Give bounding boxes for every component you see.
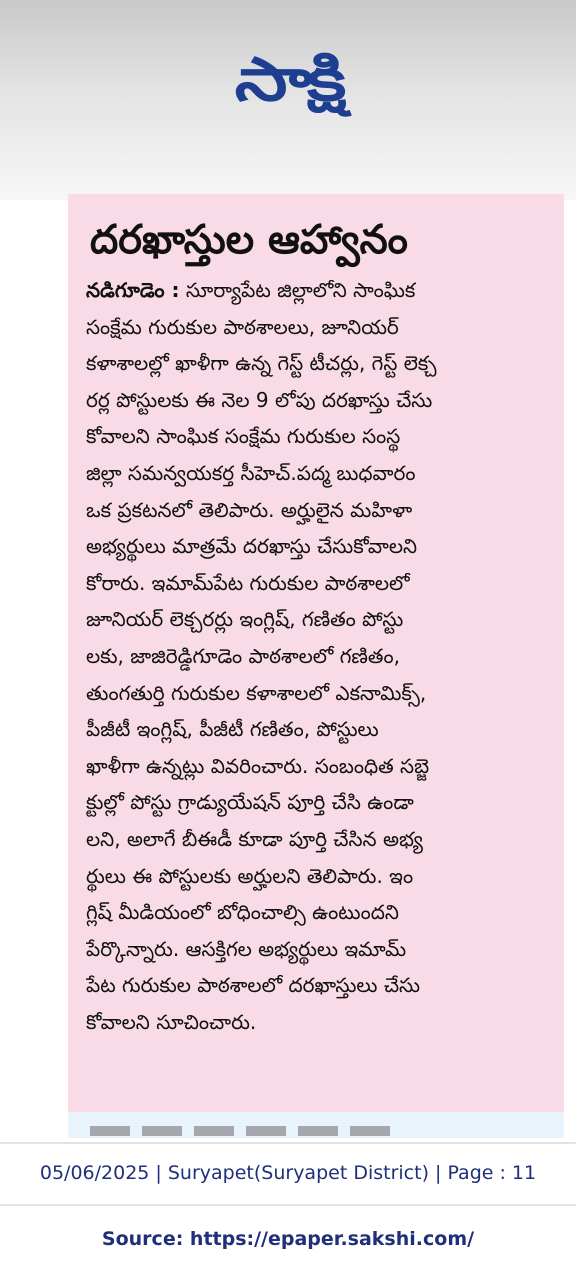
- article-line: కోరారు. ఇమామ్‌పేట గురుకుల పాఠశాలలో: [86, 570, 410, 595]
- article-line: లకు, జాజిరెడ్డిగూడెం పాఠశాలలో గణితం,: [86, 643, 400, 668]
- masthead: [0, 0, 576, 200]
- cropped-headline-fragment: [90, 1126, 390, 1136]
- article-dateline: నడిగూడెం :: [86, 278, 180, 302]
- article-line: సంక్షేమ గురుకుల పాఠశాలలు, జూనియర్: [86, 314, 399, 339]
- divider: [0, 1204, 576, 1206]
- article-line: తుంగతుర్తి గురుకుల కళాశాలలో ఎకనామిక్స్,: [86, 680, 427, 705]
- article-line: ఖాళీగా ఉన్నట్లు వివరించారు. సంబంధిత సబ్జె: [86, 753, 430, 778]
- article-line: కోవాలని సూచించారు.: [86, 1009, 257, 1034]
- article-line: ర్థులు ఈ పోస్టులకు అర్హులని తెలిపారు. ఇం: [86, 863, 414, 888]
- source-link[interactable]: Source: https://epaper.sakshi.com/: [101, 1228, 475, 1250]
- next-article-cutoff: [68, 1112, 564, 1138]
- article-line: కోవాలని సాంఘిక సంక్షేమ గురుకుల సంస్థ: [86, 424, 401, 449]
- article-line: కళాశాలల్లో ఖాళీగా ఉన్న గెస్ట్ టీచర్లు, గెస్ట్ లెక్చ: [86, 351, 437, 376]
- article-headline: దరఖాస్తుల ఆహ్వానం: [90, 217, 408, 263]
- article-line: క్టుల్లో పోస్టు గ్రాడ్యుయేషన్ పూర్తి చేసి ఉండా: [86, 790, 414, 815]
- article-line: జిల్లా సమన్వయకర్త సీహెచ్.పద్మ బుధవారం: [86, 460, 416, 485]
- article-body: [86, 272, 546, 1040]
- article-line: ఒక ప్రకటనలో తెలిపారు. అర్హులైన మహిళా: [86, 497, 413, 522]
- divider: [0, 1142, 576, 1144]
- article-line: రర్ల పోస్టులకు ఈ నెల 9 లోపు దరఖాస్తు చేసు: [86, 387, 433, 412]
- article-line: గ్లిష్ మీడియంలో బోధించాల్సి ఉంటుందని: [86, 900, 399, 925]
- article-line: అభ్యర్థులు మాత్రమే దరఖాస్తు చేసుకోవాలని: [86, 534, 418, 559]
- sakshi-logo: సాక్షి: [234, 45, 342, 115]
- article-line-text: సూర్యాపేట జిల్లాలోని సాంఘిక: [185, 278, 416, 302]
- article-line: పేట గురుకుల పాఠశాలలో దరఖాస్తులు చేసు: [86, 973, 420, 998]
- clipping-caption: 05/06/2025 | Suryapet(Suryapet District) | Page : 11: [39, 1162, 537, 1184]
- article-line: పీజీటీ ఇంగ్లిష్, పీజీటీ గణితం, పోస్టులు: [86, 717, 379, 742]
- article-line: జూనియర్ లెక్చరర్లు ఇంగ్లిష్, గణితం పోస్టు: [86, 607, 404, 632]
- article-line: [86, 272, 546, 309]
- article-line: లని, అలాగే బీఈడీ కూడా పూర్తి చేసిన అభ్య: [86, 826, 423, 851]
- article-line: పేర్కొన్నారు. ఆసక్తిగల అభ్యర్థులు ఇమామ్: [86, 936, 407, 961]
